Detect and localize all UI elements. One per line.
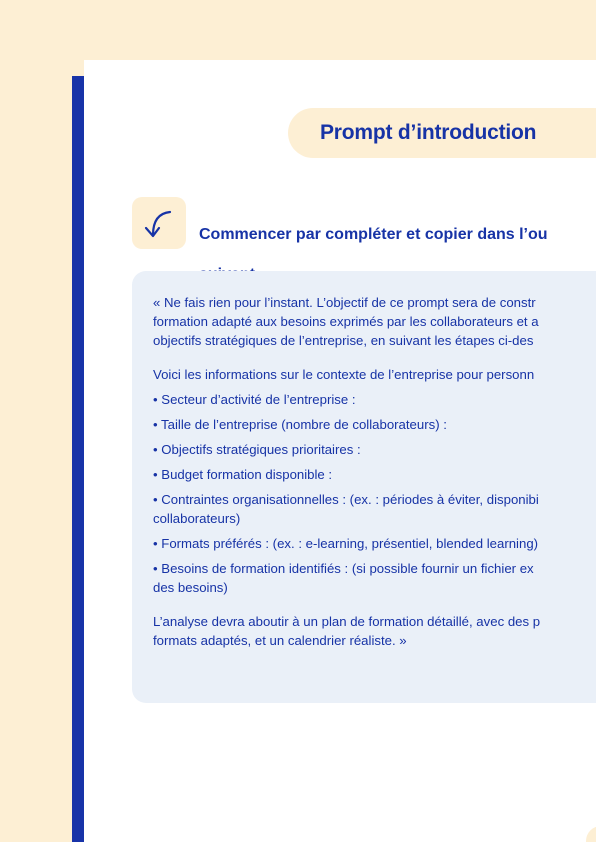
prompt-intro-line: « Ne fais rien pour l’instant. L’objectif de ce prompt sera de constr [153,295,536,310]
prompt-bullet-list [153,390,596,597]
bullet-item: • Contraintes organisationnelles : (ex. : périodes à éviter, disponibi [153,492,539,507]
prompt-intro-line: objectifs stratégiques de l’entreprise, en suivant les étapes ci-des [153,333,534,348]
arrow-badge [132,197,186,249]
bullet-item: • Objectifs stratégiques prioritaires : [153,442,361,457]
bullet-item-continuation: collaborateurs) [153,511,241,526]
bullet-item-continuation: des besoins) [153,580,228,595]
arrow-down-icon [132,197,186,249]
prompt-conclusion-line: L’analyse devra aboutir à un plan de formation détaillé, avec des p [153,614,541,629]
instruction-line-1: Commencer par compléter et copier dans l’ou [199,226,548,243]
bullet-item: • Besoins de formation identifiés : (si possible fournir un fichier ex [153,561,534,576]
prompt-context-line: Voici les informations sur le contexte de l’entreprise pour personn [153,367,535,382]
prompt-conclusion-line: formats adaptés, et un calendrier réaliste. » [153,633,407,648]
bullet-item: • Taille de l’entreprise (nombre de collaborateurs) : [153,417,447,432]
bullet-item: • Secteur d’activité de l’entreprise : [153,392,356,407]
page-title: Prompt d’introduction [320,121,537,144]
bullet-item: • Budget formation disponible : [153,467,333,482]
prompt-text[interactable] [153,293,596,650]
bullet-item: • Formats préférés : (ex. : e-learning, présentiel, blended learning) [153,536,539,551]
prompt-intro-line: formation adapté aux besoins exprimés par les collaborateurs et a [153,314,539,329]
left-accent-bar [72,76,84,842]
